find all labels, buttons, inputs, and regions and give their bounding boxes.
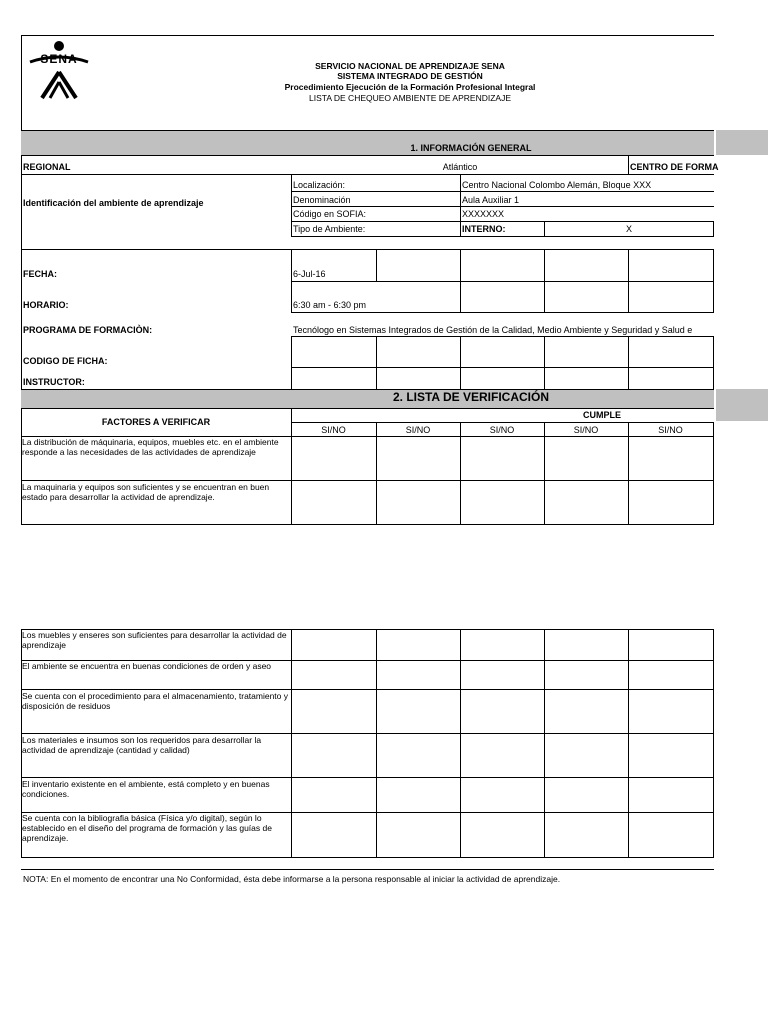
instructor-label: INSTRUCTOR:: [23, 377, 85, 387]
centro-label: CENTRO DE FORMA: [630, 162, 719, 172]
localizacion-label: Localización:: [293, 180, 346, 190]
programa-label: PROGRAMA DE FORMACIÒN:: [23, 325, 153, 335]
horario-label: HORARIO:: [23, 300, 69, 310]
fecha-value: 6-Jul-16: [293, 269, 326, 279]
checklist-item: El inventario existente en el ambiente, está completo y en buenas condiciones.: [22, 779, 270, 800]
factores-label: FACTORES A VERIFICAR: [101, 417, 211, 427]
interno-label: INTERNO:: [462, 224, 506, 234]
regional-label: REGIONAL: [23, 162, 71, 172]
logo-text: SENA: [40, 52, 78, 66]
checklist-item: Los muebles y enseres son suficientes para desarrollar la actividad de aprendizaje: [22, 630, 287, 651]
tipo-ambiente-label: Tipo de Ambiente:: [293, 224, 366, 234]
header-line2: SISTEMA INTEGRADO DE GESTIÓN: [337, 71, 483, 81]
codigo-ficha-label: CODIGO DE FICHA:: [23, 356, 108, 366]
header-line4: LISTA DE CHEQUEO AMBIENTE DE APRENDIZAJE: [309, 93, 511, 103]
programa-value: Tecnólogo en Sistemas Integrados de Gestión de la Calidad, Medio Ambiente y Seguridad y Salud e: [293, 325, 693, 335]
codigo-sofia-label: Código en SOFIA:: [293, 209, 367, 219]
header-line1: SERVICIO NACIONAL DE APRENDIZAJE SENA: [315, 61, 505, 71]
localizacion-value: Centro Nacional Colombo Alemán, Bloque XXX: [462, 180, 652, 190]
cumple-label: CUMPLE: [583, 410, 621, 420]
denominacion-label: Denominación: [293, 195, 351, 205]
sino-header-5: SI/NO: [658, 425, 683, 435]
checklist-item: Se cuenta con el procedimiento para el almacenamiento, tratamiento y disposición de residuos: [22, 691, 289, 712]
sino-header-1: SI/NO: [321, 425, 346, 435]
fecha-label: FECHA:: [23, 269, 57, 279]
checklist-item: La maquinaria y equipos son suficientes y se encuentran en buen estado para desarrollar la actividad de aprendizaje.: [22, 482, 270, 503]
regional-value: Atlántico: [442, 162, 478, 172]
sena-logo-icon: [28, 40, 90, 102]
section1-title: 1. INFORMACIÓN GENERAL: [410, 143, 532, 153]
ident-label: Identificación del ambiente de aprendizaje: [23, 198, 204, 208]
sino-header-3: SI/NO: [489, 425, 515, 435]
interno-value: X: [625, 224, 632, 234]
sino-header-2: SI/NO: [405, 425, 431, 435]
horario-value: 6:30 am - 6:30 pm: [293, 300, 367, 310]
denominacion-value: Aula Auxiliar 1: [462, 195, 520, 205]
header-line3: Procedimiento Ejecución de la Formación Profesional Integral: [284, 82, 536, 92]
sena-logo: [28, 40, 90, 102]
nota-text: NOTA: En el momento de encontrar una No Conformidad, ésta debe informarse a la persona responsable al iniciar la actividad de aprendizaje.: [23, 874, 561, 884]
checklist-item: El ambiente se encuentra en buenas condiciones de orden y aseo: [22, 661, 272, 671]
sino-header-4: SI/NO: [573, 425, 599, 435]
checklist-item: Se cuenta con la bibliografia básica (Física y/o digital), según lo establecido en el diseño del programa de formación y las guías de aprendizaje.: [22, 813, 272, 844]
checklist-item: La distribución de máquinaria, equipos, muebles etc. en el ambiente responde a las necesidades de las actividades de aprendizaje: [22, 437, 279, 458]
section2-title: 2. LISTA DE VERIFICACIÓN: [392, 390, 549, 404]
codigo-sofia-value: XXXXXXX: [462, 209, 505, 219]
checklist-item: Los materiales e insumos son los requeridos para desarrollar la actividad de aprendizaje (cantidad y calidad): [22, 735, 262, 756]
